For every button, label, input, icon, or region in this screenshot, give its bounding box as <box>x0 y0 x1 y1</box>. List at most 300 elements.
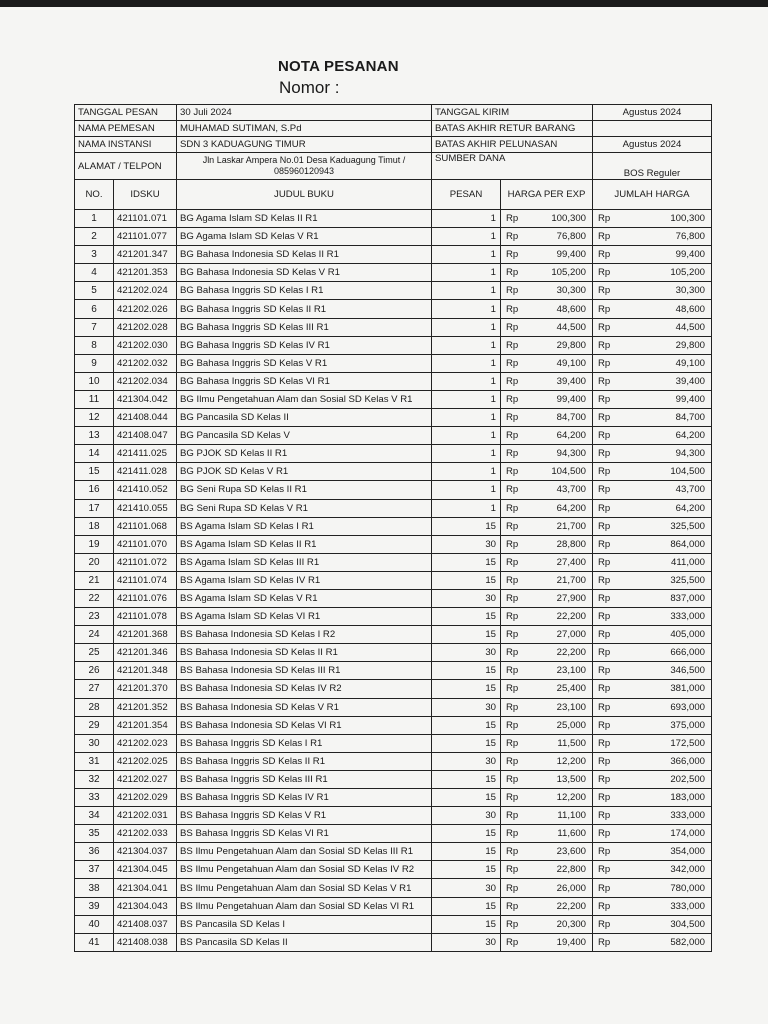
item-title: BS Agama Islam SD Kelas II R1 <box>177 535 432 553</box>
col-idsku: IDSKU <box>114 180 177 210</box>
item-total: 105,200 <box>619 264 712 282</box>
item-qty: 1 <box>432 300 501 318</box>
item-price: 11,500 <box>528 734 593 752</box>
item-idsku: 421101.071 <box>114 210 177 228</box>
table-row <box>75 698 712 716</box>
alamat-value: Jln Laskar Ampera No.01 Desa Kaduagung Timut / 085960120943 <box>177 153 432 180</box>
item-no: 27 <box>75 680 114 698</box>
item-qty: 15 <box>432 861 501 879</box>
item-no: 36 <box>75 843 114 861</box>
table-row <box>75 571 712 589</box>
item-total: 325,500 <box>619 517 712 535</box>
item-total-currency: Rp <box>593 390 619 408</box>
item-price-currency: Rp <box>501 282 528 300</box>
table-row <box>75 897 712 915</box>
item-price: 11,600 <box>528 825 593 843</box>
page-title: NOTA PESANAN <box>278 58 399 75</box>
item-total-currency: Rp <box>593 626 619 644</box>
item-qty: 1 <box>432 427 501 445</box>
item-idsku: 421201.354 <box>114 716 177 734</box>
item-price-currency: Rp <box>501 825 528 843</box>
item-price-currency: Rp <box>501 535 528 553</box>
item-total: 411,000 <box>619 553 712 571</box>
item-price-currency: Rp <box>501 626 528 644</box>
item-title: BS Ilmu Pengetahuan Alam dan Sosial SD Kelas VI R1 <box>177 897 432 915</box>
nama-pemesan-value: MUHAMAD SUTIMAN, S.Pd <box>177 121 432 137</box>
item-title: BG Pancasila SD Kelas V <box>177 427 432 445</box>
item-price-currency: Rp <box>501 861 528 879</box>
table-row <box>75 390 712 408</box>
item-total-currency: Rp <box>593 228 619 246</box>
col-jumlah: JUMLAH HARGA <box>593 180 712 210</box>
item-price-currency: Rp <box>501 372 528 390</box>
item-qty: 15 <box>432 915 501 933</box>
item-qty: 1 <box>432 499 501 517</box>
item-no: 16 <box>75 481 114 499</box>
item-idsku: 421201.346 <box>114 644 177 662</box>
item-title: BG Bahasa Inggris SD Kelas III R1 <box>177 318 432 336</box>
item-price: 21,700 <box>528 517 593 535</box>
table-row <box>75 662 712 680</box>
table-row <box>75 535 712 553</box>
table-row <box>75 499 712 517</box>
item-price: 64,200 <box>528 499 593 517</box>
table-row <box>75 789 712 807</box>
table-row <box>75 915 712 933</box>
item-title: BS Pancasila SD Kelas II <box>177 933 432 951</box>
item-total-currency: Rp <box>593 264 619 282</box>
item-total-currency: Rp <box>593 246 619 264</box>
item-qty: 1 <box>432 336 501 354</box>
item-title: BG Agama Islam SD Kelas II R1 <box>177 210 432 228</box>
item-idsku: 421410.052 <box>114 481 177 499</box>
batas-pelunasan-value: Agustus 2024 <box>593 137 712 153</box>
item-idsku: 421101.078 <box>114 608 177 626</box>
batas-pelunasan-label: BATAS AKHIR PELUNASAN <box>432 137 593 153</box>
table-row <box>75 300 712 318</box>
item-no: 18 <box>75 517 114 535</box>
item-total-currency: Rp <box>593 807 619 825</box>
item-price: 39,400 <box>528 372 593 390</box>
item-title: BG Bahasa Indonesia SD Kelas II R1 <box>177 246 432 264</box>
item-idsku: 421410.055 <box>114 499 177 517</box>
item-no: 21 <box>75 571 114 589</box>
item-price-currency: Rp <box>501 843 528 861</box>
item-qty: 15 <box>432 517 501 535</box>
item-no: 19 <box>75 535 114 553</box>
item-price-currency: Rp <box>501 300 528 318</box>
item-total-currency: Rp <box>593 861 619 879</box>
tanggal-kirim-value: Agustus 2024 <box>593 105 712 121</box>
item-price: 25,400 <box>528 680 593 698</box>
item-no: 12 <box>75 409 114 427</box>
item-price-currency: Rp <box>501 336 528 354</box>
item-idsku: 421101.068 <box>114 517 177 535</box>
item-price: 23,600 <box>528 843 593 861</box>
item-idsku: 421202.025 <box>114 752 177 770</box>
table-row <box>75 445 712 463</box>
column-headers <box>75 180 712 210</box>
item-title: BG Ilmu Pengetahuan Alam dan Sosial SD Kelas V R1 <box>177 390 432 408</box>
item-total: 44,500 <box>619 318 712 336</box>
item-price: 104,500 <box>528 463 593 481</box>
item-title: BS Bahasa Inggris SD Kelas IV R1 <box>177 789 432 807</box>
item-price: 22,200 <box>528 644 593 662</box>
item-total: 333,000 <box>619 897 712 915</box>
item-total-currency: Rp <box>593 644 619 662</box>
item-price: 99,400 <box>528 246 593 264</box>
item-title: BS Bahasa Indonesia SD Kelas I R2 <box>177 626 432 644</box>
item-idsku: 421202.031 <box>114 807 177 825</box>
item-price-currency: Rp <box>501 915 528 933</box>
item-idsku: 421304.043 <box>114 897 177 915</box>
item-total: 100,300 <box>619 210 712 228</box>
item-total-currency: Rp <box>593 897 619 915</box>
item-total-currency: Rp <box>593 481 619 499</box>
item-total: 342,000 <box>619 861 712 879</box>
item-no: 17 <box>75 499 114 517</box>
item-total: 780,000 <box>619 879 712 897</box>
item-qty: 15 <box>432 662 501 680</box>
item-qty: 15 <box>432 626 501 644</box>
item-total: 366,000 <box>619 752 712 770</box>
item-no: 22 <box>75 589 114 607</box>
item-title: BG Bahasa Inggris SD Kelas II R1 <box>177 300 432 318</box>
table-row <box>75 825 712 843</box>
table-row <box>75 481 712 499</box>
item-idsku: 421202.033 <box>114 825 177 843</box>
table-row <box>75 933 712 951</box>
item-price: 48,600 <box>528 300 593 318</box>
item-total-currency: Rp <box>593 463 619 481</box>
item-title: BG PJOK SD Kelas II R1 <box>177 445 432 463</box>
item-price-currency: Rp <box>501 698 528 716</box>
item-total: 405,000 <box>619 626 712 644</box>
table-row <box>75 246 712 264</box>
item-title: BG Bahasa Inggris SD Kelas VI R1 <box>177 372 432 390</box>
item-total: 99,400 <box>619 390 712 408</box>
item-price-currency: Rp <box>501 716 528 734</box>
item-price: 64,200 <box>528 427 593 445</box>
item-total: 864,000 <box>619 535 712 553</box>
item-no: 2 <box>75 228 114 246</box>
item-total-currency: Rp <box>593 825 619 843</box>
table-row <box>75 680 712 698</box>
item-idsku: 421408.044 <box>114 409 177 427</box>
item-total: 29,800 <box>619 336 712 354</box>
item-price: 22,200 <box>528 897 593 915</box>
tanggal-kirim-label: TANGGAL KIRIM <box>432 105 593 121</box>
item-qty: 1 <box>432 463 501 481</box>
item-total-currency: Rp <box>593 589 619 607</box>
item-title: BG PJOK SD Kelas V R1 <box>177 463 432 481</box>
table-row <box>75 644 712 662</box>
item-total-currency: Rp <box>593 571 619 589</box>
item-title: BS Pancasila SD Kelas I <box>177 915 432 933</box>
table-row <box>75 716 712 734</box>
item-qty: 1 <box>432 372 501 390</box>
item-total: 174,000 <box>619 825 712 843</box>
item-title: BG Agama Islam SD Kelas V R1 <box>177 228 432 246</box>
item-no: 25 <box>75 644 114 662</box>
item-total: 202,500 <box>619 770 712 788</box>
item-idsku: 421201.353 <box>114 264 177 282</box>
item-idsku: 421304.041 <box>114 879 177 897</box>
item-idsku: 421304.045 <box>114 861 177 879</box>
item-title: BS Agama Islam SD Kelas VI R1 <box>177 608 432 626</box>
item-price-currency: Rp <box>501 589 528 607</box>
item-idsku: 421201.352 <box>114 698 177 716</box>
item-price-currency: Rp <box>501 644 528 662</box>
item-total: 99,400 <box>619 246 712 264</box>
item-no: 24 <box>75 626 114 644</box>
item-title: BS Bahasa Inggris SD Kelas II R1 <box>177 752 432 770</box>
item-no: 3 <box>75 246 114 264</box>
item-total-currency: Rp <box>593 734 619 752</box>
batas-retur-label: BATAS AKHIR RETUR BARANG <box>432 121 593 137</box>
item-no: 23 <box>75 608 114 626</box>
item-qty: 1 <box>432 246 501 264</box>
table-row <box>75 463 712 481</box>
item-no: 13 <box>75 427 114 445</box>
item-total: 325,500 <box>619 571 712 589</box>
item-price-currency: Rp <box>501 318 528 336</box>
item-title: BS Agama Islam SD Kelas I R1 <box>177 517 432 535</box>
item-price-currency: Rp <box>501 752 528 770</box>
item-idsku: 421202.026 <box>114 300 177 318</box>
sumber-dana-label: SUMBER DANA <box>432 153 593 180</box>
item-no: 31 <box>75 752 114 770</box>
item-total-currency: Rp <box>593 879 619 897</box>
order-document <box>74 104 711 952</box>
item-no: 8 <box>75 336 114 354</box>
item-price-currency: Rp <box>501 571 528 589</box>
item-total-currency: Rp <box>593 553 619 571</box>
item-title: BG Seni Rupa SD Kelas II R1 <box>177 481 432 499</box>
item-total-currency: Rp <box>593 608 619 626</box>
item-no: 39 <box>75 897 114 915</box>
item-total: 48,600 <box>619 300 712 318</box>
item-price-currency: Rp <box>501 210 528 228</box>
item-qty: 1 <box>432 445 501 463</box>
item-total: 333,000 <box>619 807 712 825</box>
item-qty: 30 <box>432 535 501 553</box>
nama-pemesan-label: NAMA PEMESAN <box>75 121 177 137</box>
item-no: 34 <box>75 807 114 825</box>
tanggal-pesan-value: 30 Juli 2024 <box>177 105 432 121</box>
table-row <box>75 879 712 897</box>
item-idsku: 421202.029 <box>114 789 177 807</box>
item-price: 100,300 <box>528 210 593 228</box>
item-price: 26,000 <box>528 879 593 897</box>
items-list <box>75 210 712 952</box>
item-no: 5 <box>75 282 114 300</box>
item-qty: 30 <box>432 879 501 897</box>
item-qty: 1 <box>432 354 501 372</box>
item-price: 27,400 <box>528 553 593 571</box>
item-price: 94,300 <box>528 445 593 463</box>
item-idsku: 421201.370 <box>114 680 177 698</box>
item-qty: 30 <box>432 752 501 770</box>
item-qty: 1 <box>432 210 501 228</box>
table-row <box>75 770 712 788</box>
table-row <box>75 427 712 445</box>
col-no: NO. <box>75 180 114 210</box>
item-price: 22,800 <box>528 861 593 879</box>
tanggal-pesan-label: TANGGAL PESAN <box>75 105 177 121</box>
item-total: 333,000 <box>619 608 712 626</box>
item-total-currency: Rp <box>593 210 619 228</box>
item-price-currency: Rp <box>501 662 528 680</box>
item-title: BS Bahasa Inggris SD Kelas III R1 <box>177 770 432 788</box>
col-pesan: PESAN <box>432 180 501 210</box>
table-row <box>75 734 712 752</box>
item-no: 29 <box>75 716 114 734</box>
item-no: 35 <box>75 825 114 843</box>
item-no: 33 <box>75 789 114 807</box>
item-price-currency: Rp <box>501 807 528 825</box>
item-price-currency: Rp <box>501 463 528 481</box>
item-price-currency: Rp <box>501 228 528 246</box>
item-no: 32 <box>75 770 114 788</box>
item-price-currency: Rp <box>501 354 528 372</box>
item-price: 44,500 <box>528 318 593 336</box>
item-qty: 1 <box>432 282 501 300</box>
item-price: 21,700 <box>528 571 593 589</box>
item-title: BS Ilmu Pengetahuan Alam dan Sosial SD Kelas V R1 <box>177 879 432 897</box>
item-price-currency: Rp <box>501 734 528 752</box>
item-qty: 15 <box>432 608 501 626</box>
item-no: 10 <box>75 372 114 390</box>
item-total-currency: Rp <box>593 445 619 463</box>
item-price-currency: Rp <box>501 481 528 499</box>
table-row <box>75 752 712 770</box>
item-idsku: 421101.070 <box>114 535 177 553</box>
item-no: 6 <box>75 300 114 318</box>
item-total-currency: Rp <box>593 318 619 336</box>
item-price-currency: Rp <box>501 879 528 897</box>
item-price: 22,200 <box>528 608 593 626</box>
item-price: 12,200 <box>528 789 593 807</box>
item-total-currency: Rp <box>593 915 619 933</box>
item-total-currency: Rp <box>593 933 619 951</box>
item-price: 27,000 <box>528 626 593 644</box>
item-price: 20,300 <box>528 915 593 933</box>
item-idsku: 421202.023 <box>114 734 177 752</box>
item-no: 26 <box>75 662 114 680</box>
item-price-currency: Rp <box>501 264 528 282</box>
item-title: BG Bahasa Inggris SD Kelas V R1 <box>177 354 432 372</box>
item-price: 84,700 <box>528 409 593 427</box>
item-price: 25,000 <box>528 716 593 734</box>
item-price-currency: Rp <box>501 499 528 517</box>
item-price: 29,800 <box>528 336 593 354</box>
item-idsku: 421411.028 <box>114 463 177 481</box>
table-row <box>75 608 712 626</box>
item-title: BS Ilmu Pengetahuan Alam dan Sosial SD Kelas IV R2 <box>177 861 432 879</box>
item-total-currency: Rp <box>593 752 619 770</box>
order-table <box>74 104 712 952</box>
item-total: 837,000 <box>619 589 712 607</box>
item-no: 30 <box>75 734 114 752</box>
item-price-currency: Rp <box>501 390 528 408</box>
item-no: 14 <box>75 445 114 463</box>
nomor-label: Nomor : <box>279 78 340 97</box>
item-price-currency: Rp <box>501 770 528 788</box>
item-no: 28 <box>75 698 114 716</box>
item-no: 41 <box>75 933 114 951</box>
item-idsku: 421101.077 <box>114 228 177 246</box>
item-total-currency: Rp <box>593 770 619 788</box>
item-no: 7 <box>75 318 114 336</box>
table-row <box>75 807 712 825</box>
item-idsku: 421408.047 <box>114 427 177 445</box>
item-title: BS Bahasa Indonesia SD Kelas V R1 <box>177 698 432 716</box>
item-title: BG Bahasa Indonesia SD Kelas V R1 <box>177 264 432 282</box>
item-qty: 15 <box>432 716 501 734</box>
item-qty: 1 <box>432 228 501 246</box>
item-title: BS Bahasa Indonesia SD Kelas VI R1 <box>177 716 432 734</box>
item-idsku: 421202.034 <box>114 372 177 390</box>
item-idsku: 421101.072 <box>114 553 177 571</box>
item-qty: 1 <box>432 390 501 408</box>
item-total: 76,800 <box>619 228 712 246</box>
item-price: 43,700 <box>528 481 593 499</box>
item-total: 64,200 <box>619 427 712 445</box>
item-price: 23,100 <box>528 698 593 716</box>
item-no: 37 <box>75 861 114 879</box>
item-idsku: 421304.037 <box>114 843 177 861</box>
item-price-currency: Rp <box>501 933 528 951</box>
item-total-currency: Rp <box>593 499 619 517</box>
item-qty: 15 <box>432 680 501 698</box>
item-qty: 30 <box>432 807 501 825</box>
item-total: 582,000 <box>619 933 712 951</box>
item-total-currency: Rp <box>593 843 619 861</box>
item-price-currency: Rp <box>501 517 528 535</box>
item-qty: 1 <box>432 481 501 499</box>
alamat-label: ALAMAT / TELPON <box>75 153 177 180</box>
item-idsku: 421411.025 <box>114 445 177 463</box>
item-qty: 15 <box>432 571 501 589</box>
item-total-currency: Rp <box>593 517 619 535</box>
item-total: 693,000 <box>619 698 712 716</box>
item-price: 23,100 <box>528 662 593 680</box>
item-title: BS Agama Islam SD Kelas IV R1 <box>177 571 432 589</box>
item-qty: 15 <box>432 553 501 571</box>
item-idsku: 421201.347 <box>114 246 177 264</box>
item-no: 20 <box>75 553 114 571</box>
table-row <box>75 553 712 571</box>
item-total-currency: Rp <box>593 789 619 807</box>
item-price: 13,500 <box>528 770 593 788</box>
item-no: 4 <box>75 264 114 282</box>
item-title: BS Agama Islam SD Kelas V R1 <box>177 589 432 607</box>
item-total: 346,500 <box>619 662 712 680</box>
table-row <box>75 861 712 879</box>
item-total: 172,500 <box>619 734 712 752</box>
item-price: 12,200 <box>528 752 593 770</box>
table-row <box>75 264 712 282</box>
item-total: 43,700 <box>619 481 712 499</box>
item-idsku: 421202.032 <box>114 354 177 372</box>
item-idsku: 421408.038 <box>114 933 177 951</box>
col-harga: HARGA PER EXP <box>501 180 593 210</box>
item-total: 104,500 <box>619 463 712 481</box>
item-idsku: 421304.042 <box>114 390 177 408</box>
item-price-currency: Rp <box>501 680 528 698</box>
item-idsku: 421101.076 <box>114 589 177 607</box>
